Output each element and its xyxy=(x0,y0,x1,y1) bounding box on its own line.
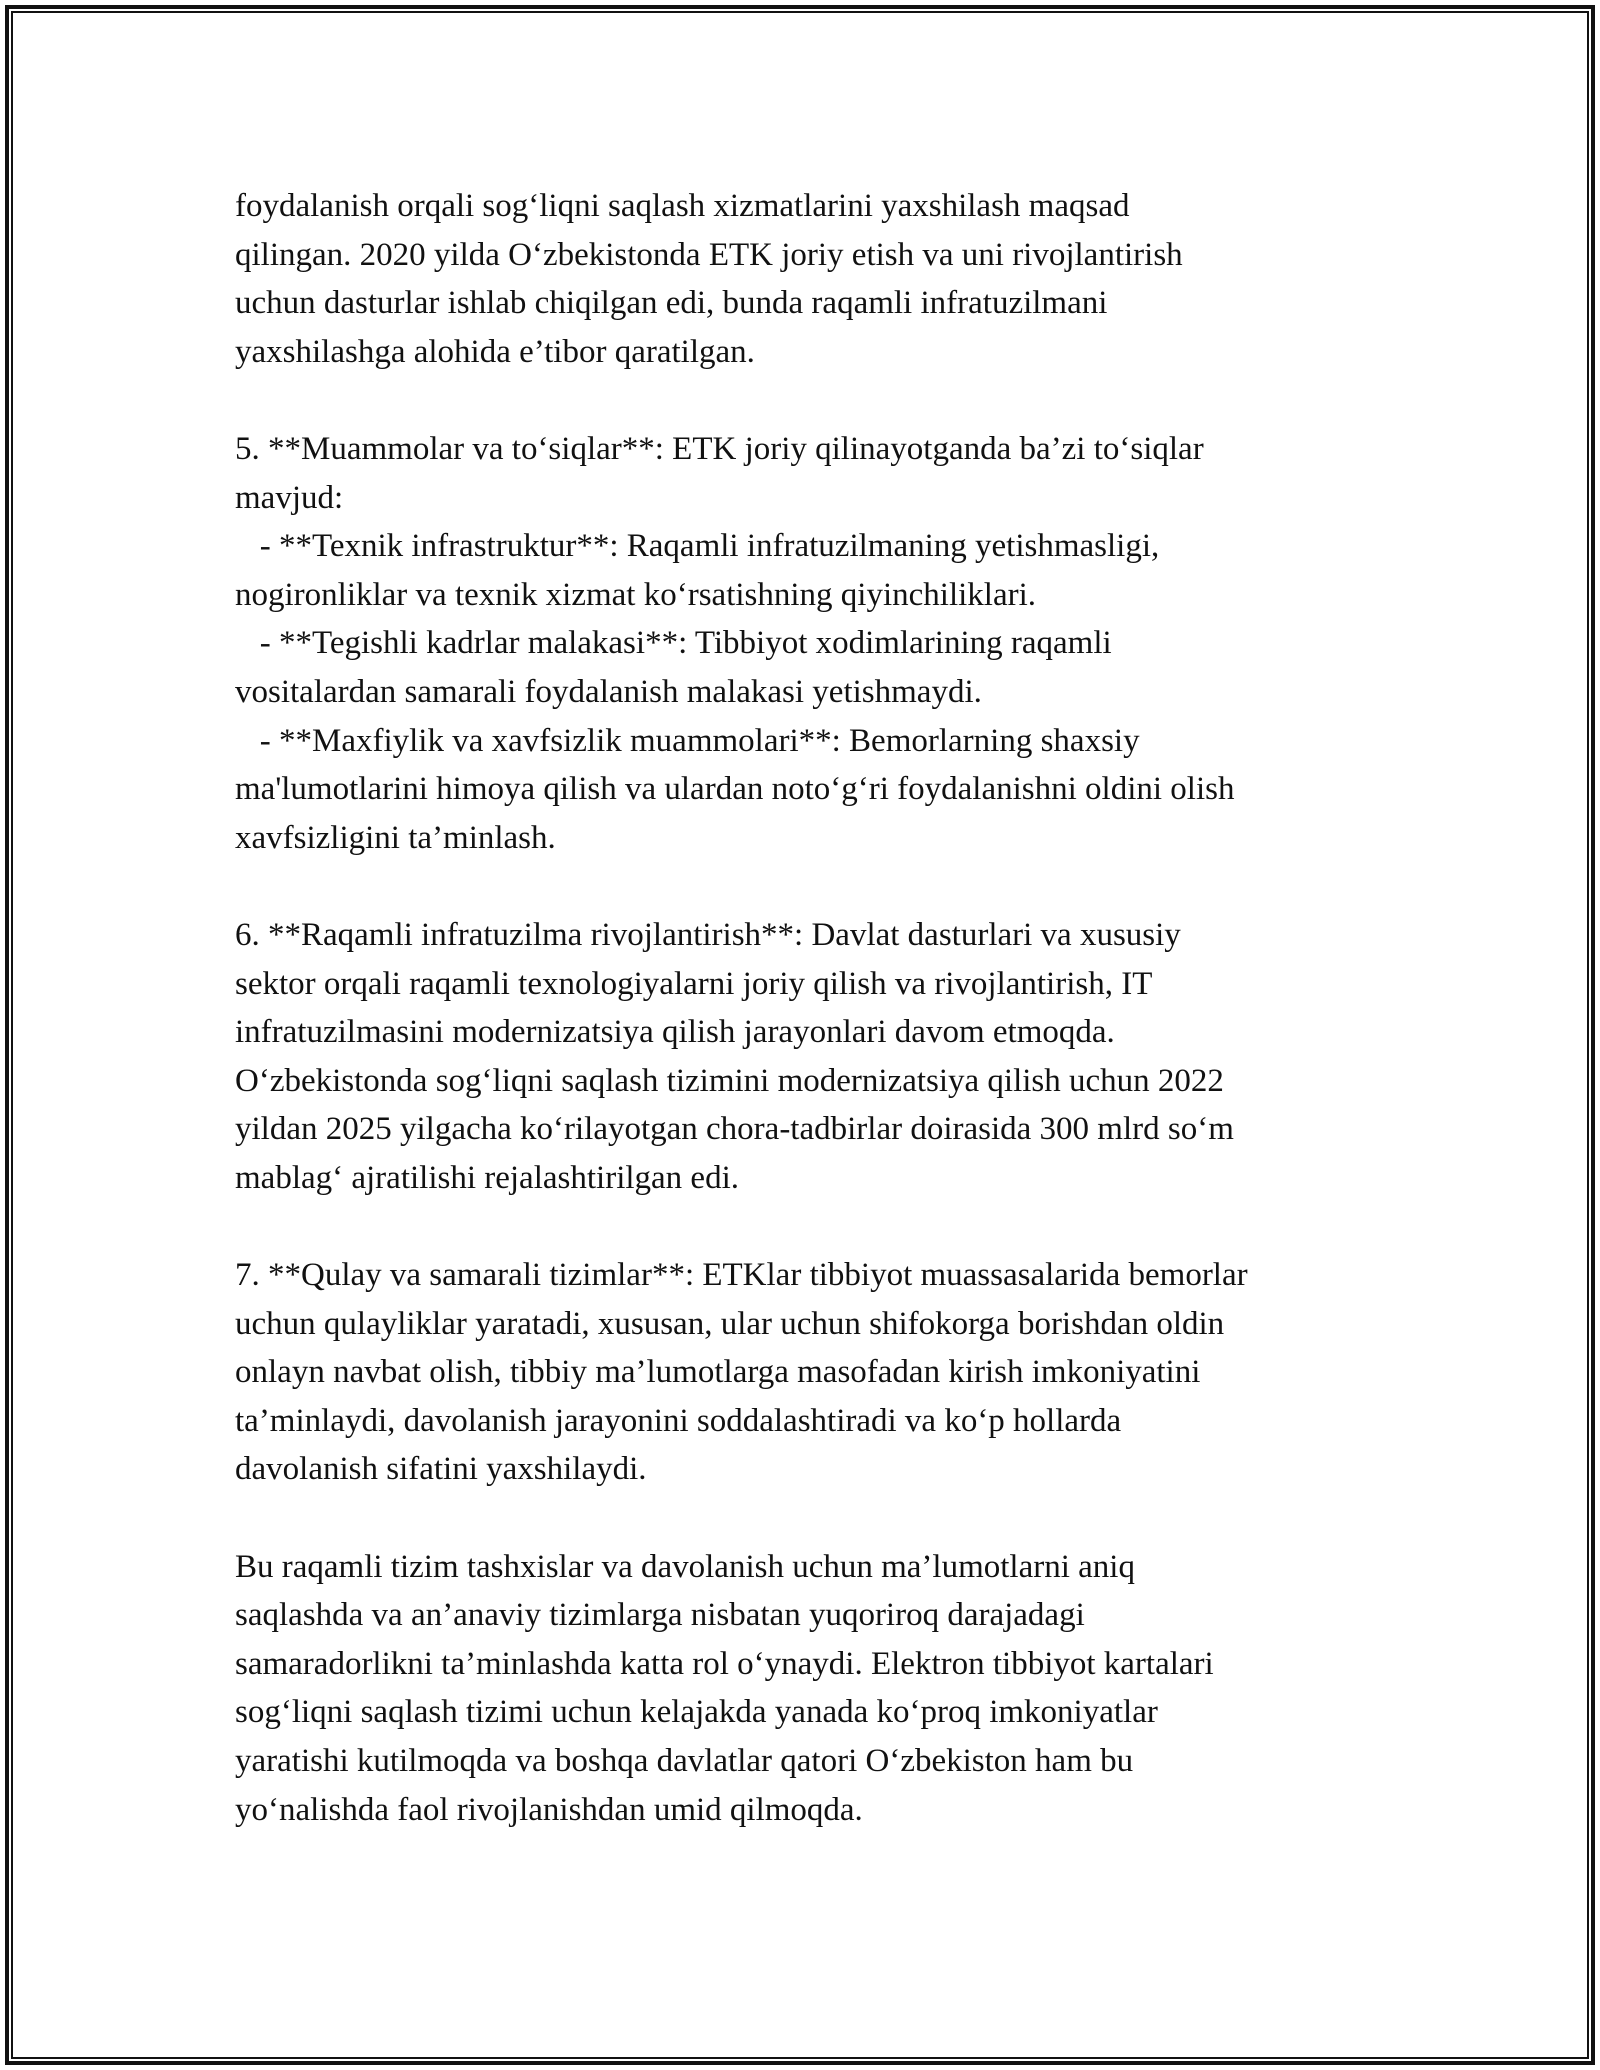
text-line: yo‘nalishda faol rivojlanishdan umid qilmoqda. xyxy=(235,1791,863,1828)
paragraph-item-5-problems xyxy=(235,425,1375,862)
text-line: sog‘liqni saqlash tizimi uchun kelajakda yanada ko‘proq imkoniyatlar xyxy=(235,1694,1158,1731)
text-line: uchun dasturlar ishlab chiqilgan edi, bunda raqamli infratuzilmani xyxy=(235,285,1108,322)
text-line: mablag‘ ajratilishi rejalashtirilgan edi. xyxy=(235,1159,739,1196)
text-line: vositalardan samarali foydalanish malakasi yetishmaydi. xyxy=(235,673,982,710)
text-line: onlayn navbat olish, tibbiy ma’lumotlarga masofadan kirish imkoniyatini xyxy=(235,1354,1201,1391)
document-body xyxy=(235,182,1375,1834)
text-line: uchun qulayliklar yaratadi, xususan, ular uchun shifokorga borishdan oldin xyxy=(235,1305,1225,1342)
text-line: yaxshilashga alohida e’tibor qaratilgan. xyxy=(235,333,755,370)
paragraph-conclusion xyxy=(235,1543,1375,1835)
text-line: O‘zbekistonda sog‘liqni saqlash tizimini modernizatsiya qilish uchun 2022 xyxy=(235,1062,1224,1099)
text-line: davolanish sifatini yaxshilaydi. xyxy=(235,1451,647,1488)
text-line: 6. **Raqamli infratuzilma rivojlantirish**: Davlat dasturlari va xususiy xyxy=(235,916,1181,953)
text-line: qilingan. 2020 yilda O‘zbekistonda ETK joriy etish va uni rivojlantirish xyxy=(235,236,1183,273)
text-line: infratuzilmasini modernizatsiya qilish jarayonlari davom etmoqda. xyxy=(235,1014,1115,1051)
text-line: yildan 2025 yilgacha ko‘rilayotgan chora-tadbirlar doirasida 300 mlrd so‘m xyxy=(235,1111,1234,1148)
text-line: - **Texnik infrastruktur**: Raqamli infratuzilmaning yetishmasligi, xyxy=(235,528,1160,565)
paragraph-item-6-infrastructure xyxy=(235,911,1375,1203)
text-line: 7. **Qulay va samarali tizimlar**: ETKlar tibbiyot muassasalarida bemorlar xyxy=(235,1257,1248,1294)
text-line: - **Tegishli kadrlar malakasi**: Tibbiyot xodimlarining raqamli xyxy=(235,625,1112,662)
text-line: yaratishi kutilmoqda va boshqa davlatlar qatori O‘zbekiston ham bu xyxy=(235,1743,1134,1779)
text-line: xavfsizligini ta’minlash. xyxy=(235,819,556,856)
text-line: sektor orqali raqamli texnologiyalarni joriy qilish va rivojlantirish, IT xyxy=(235,965,1153,1002)
text-line: saqlashda va an’anaviy tizimlarga nisbatan yuqoriroq darajadagi xyxy=(235,1597,1085,1634)
text-line: nogironliklar va texnik xizmat ko‘rsatishning qiyinchiliklari. xyxy=(235,576,1037,613)
text-line: foydalanish orqali sog‘liqni saqlash xizmatlarini yaxshilash maqsad xyxy=(235,188,1130,224)
text-line: mavjud: xyxy=(235,479,344,516)
text-line: ma'lumotlarini himoya qilish va ulardan noto‘g‘ri foydalanishni oldini olish xyxy=(235,771,1235,808)
text-line: Bu raqamli tizim tashxislar va davolanish uchun ma’lumotlarni aniq xyxy=(235,1548,1135,1585)
paragraph-item-7-systems xyxy=(235,1251,1375,1494)
text-line: ta’minlaydi, davolanish jarayonini soddalashtiradi va ko‘p hollarda xyxy=(235,1402,1122,1439)
text-line: 5. **Muammolar va to‘siqlar**: ETK joriy qilinayotganda ba’zi to‘siqlar xyxy=(235,430,1204,467)
text-line: samaradorlikni ta’minlashda katta rol o‘ynaydi. Elektron tibbiyot kartalari xyxy=(235,1645,1214,1682)
text-line: - **Maxfiylik va xavfsizlik muammolari**: Bemorlarning shaxsiy xyxy=(235,722,1140,759)
paragraph-intro-continuation xyxy=(235,182,1375,376)
